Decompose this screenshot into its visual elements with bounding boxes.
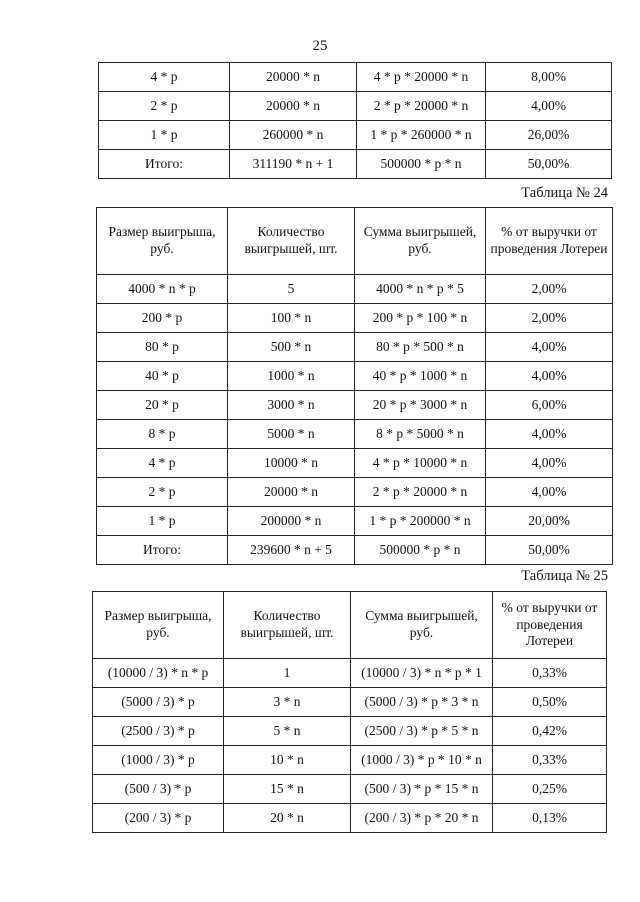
table-row (99, 150, 612, 179)
cell-prize-count: 1000 * n (228, 362, 355, 391)
cell-prize-sum: 40 * p * 1000 * n (355, 362, 486, 391)
table-24-caption: Таблица № 24 (521, 185, 608, 201)
cell-prize-size: 4 * p (97, 449, 228, 478)
table-row (97, 391, 613, 420)
table-row (97, 304, 613, 333)
header-prize-sum: Сумма выигрышей, руб. (355, 208, 486, 275)
cell-prize-sum: 500000 * p * n (355, 536, 486, 565)
cell-prize-count: 20 * n (224, 804, 351, 833)
cell-revenue-percent: 4,00% (486, 420, 613, 449)
cell-prize-sum: 2 * p * 20000 * n (355, 478, 486, 507)
cell-revenue-percent: 4,00% (486, 478, 613, 507)
cell-revenue-percent: 50,00% (486, 150, 612, 179)
table-row (97, 362, 613, 391)
cell-revenue-percent: 26,00% (486, 121, 612, 150)
cell-prize-size: 20 * p (97, 391, 228, 420)
cell-prize-count: 3000 * n (228, 391, 355, 420)
prize-table-25 (92, 591, 607, 833)
table-row (97, 536, 613, 565)
table-row (93, 775, 607, 804)
cell-prize-sum: (5000 / 3) * p * 3 * n (351, 688, 493, 717)
table-row (97, 478, 613, 507)
cell-prize-sum: 1 * p * 260000 * n (357, 121, 486, 150)
cell-prize-size: 8 * p (97, 420, 228, 449)
cell-prize-size: 1 * p (97, 507, 228, 536)
table-25-caption: Таблица № 25 (521, 568, 608, 584)
table-body (93, 659, 607, 833)
cell-revenue-percent: 50,00% (486, 536, 613, 565)
cell-prize-count: 3 * n (224, 688, 351, 717)
cell-prize-sum: (2500 / 3) * p * 5 * n (351, 717, 493, 746)
cell-prize-count: 200000 * n (228, 507, 355, 536)
cell-prize-sum: (10000 / 3) * n * p * 1 (351, 659, 493, 688)
cell-revenue-percent: 8,00% (486, 63, 612, 92)
cell-prize-sum: (200 / 3) * p * 20 * n (351, 804, 493, 833)
header-revenue-percent: % от выручки от проведения Лотереи (486, 208, 613, 275)
cell-prize-sum: 200 * p * 100 * n (355, 304, 486, 333)
table-header-row (93, 592, 607, 659)
cell-prize-sum: 1 * p * 200000 * n (355, 507, 486, 536)
cell-revenue-percent: 0,25% (493, 775, 607, 804)
table-row (93, 688, 607, 717)
page-number: 25 (312, 38, 328, 54)
cell-prize-sum: 500000 * p * n (357, 150, 486, 179)
header-prize-sum: Сумма выигрышей, руб. (351, 592, 493, 659)
prize-table-continued (98, 62, 612, 179)
table-row (99, 63, 612, 92)
cell-prize-size: Итого: (97, 536, 228, 565)
header-revenue-percent: % от выручки от проведения Лотереи (493, 592, 607, 659)
cell-revenue-percent: 4,00% (486, 449, 613, 478)
cell-revenue-percent: 0,13% (493, 804, 607, 833)
cell-prize-count: 1 (224, 659, 351, 688)
cell-prize-count: 5000 * n (228, 420, 355, 449)
cell-prize-size: (2500 / 3) * p (93, 717, 224, 746)
cell-prize-count: 260000 * n (230, 121, 357, 150)
cell-prize-sum: 4000 * n * p * 5 (355, 275, 486, 304)
cell-prize-sum: 4 * p * 10000 * n (355, 449, 486, 478)
cell-revenue-percent: 4,00% (486, 92, 612, 121)
cell-prize-count: 239600 * n + 5 (228, 536, 355, 565)
cell-revenue-percent: 4,00% (486, 362, 613, 391)
cell-prize-sum: 8 * p * 5000 * n (355, 420, 486, 449)
header-prize-count: Количество выигрышей, шт. (224, 592, 351, 659)
prize-table-24 (96, 207, 613, 565)
cell-prize-size: 1 * p (99, 121, 230, 150)
cell-prize-size: Итого: (99, 150, 230, 179)
cell-prize-size: (200 / 3) * p (93, 804, 224, 833)
cell-prize-size: (500 / 3) * p (93, 775, 224, 804)
cell-prize-size: (10000 / 3) * n * p (93, 659, 224, 688)
cell-prize-size: 200 * p (97, 304, 228, 333)
cell-prize-count: 100 * n (228, 304, 355, 333)
cell-prize-count: 20000 * n (230, 63, 357, 92)
table-body (99, 63, 612, 179)
cell-prize-size: 4000 * n * p (97, 275, 228, 304)
header-prize-size: Размер выигрыша, руб. (97, 208, 228, 275)
cell-prize-count: 5 (228, 275, 355, 304)
cell-prize-size: 4 * p (99, 63, 230, 92)
cell-revenue-percent: 0,42% (493, 717, 607, 746)
table-header-row (97, 208, 613, 275)
cell-prize-sum: 2 * p * 20000 * n (357, 92, 486, 121)
cell-prize-size: 2 * p (99, 92, 230, 121)
cell-prize-count: 20000 * n (228, 478, 355, 507)
table-row (93, 746, 607, 775)
cell-revenue-percent: 4,00% (486, 333, 613, 362)
table-row (97, 507, 613, 536)
cell-revenue-percent: 6,00% (486, 391, 613, 420)
cell-revenue-percent: 0,33% (493, 746, 607, 775)
cell-prize-count: 10 * n (224, 746, 351, 775)
cell-prize-sum: (500 / 3) * p * 15 * n (351, 775, 493, 804)
table-body (97, 275, 613, 565)
table-row (97, 420, 613, 449)
cell-prize-sum: 80 * p * 500 * n (355, 333, 486, 362)
table-row (93, 804, 607, 833)
table-row (97, 449, 613, 478)
table-row (97, 333, 613, 362)
cell-revenue-percent: 2,00% (486, 275, 613, 304)
cell-prize-sum: (1000 / 3) * p * 10 * n (351, 746, 493, 775)
cell-prize-count: 500 * n (228, 333, 355, 362)
cell-prize-size: 40 * p (97, 362, 228, 391)
table-row (97, 275, 613, 304)
cell-prize-sum: 20 * p * 3000 * n (355, 391, 486, 420)
table-row (93, 717, 607, 746)
table-row (99, 121, 612, 150)
header-prize-size: Размер выигрыша, руб. (93, 592, 224, 659)
table-row (99, 92, 612, 121)
cell-prize-size: (5000 / 3) * p (93, 688, 224, 717)
header-prize-count: Количество выигрышей, шт. (228, 208, 355, 275)
cell-prize-size: 2 * p (97, 478, 228, 507)
table-row (93, 659, 607, 688)
cell-prize-count: 5 * n (224, 717, 351, 746)
cell-revenue-percent: 2,00% (486, 304, 613, 333)
cell-prize-count: 10000 * n (228, 449, 355, 478)
cell-revenue-percent: 0,50% (493, 688, 607, 717)
cell-prize-size: (1000 / 3) * p (93, 746, 224, 775)
cell-revenue-percent: 0,33% (493, 659, 607, 688)
cell-revenue-percent: 20,00% (486, 507, 613, 536)
cell-prize-count: 20000 * n (230, 92, 357, 121)
cell-prize-size: 80 * p (97, 333, 228, 362)
cell-prize-sum: 4 * p * 20000 * n (357, 63, 486, 92)
cell-prize-count: 311190 * n + 1 (230, 150, 357, 179)
cell-prize-count: 15 * n (224, 775, 351, 804)
